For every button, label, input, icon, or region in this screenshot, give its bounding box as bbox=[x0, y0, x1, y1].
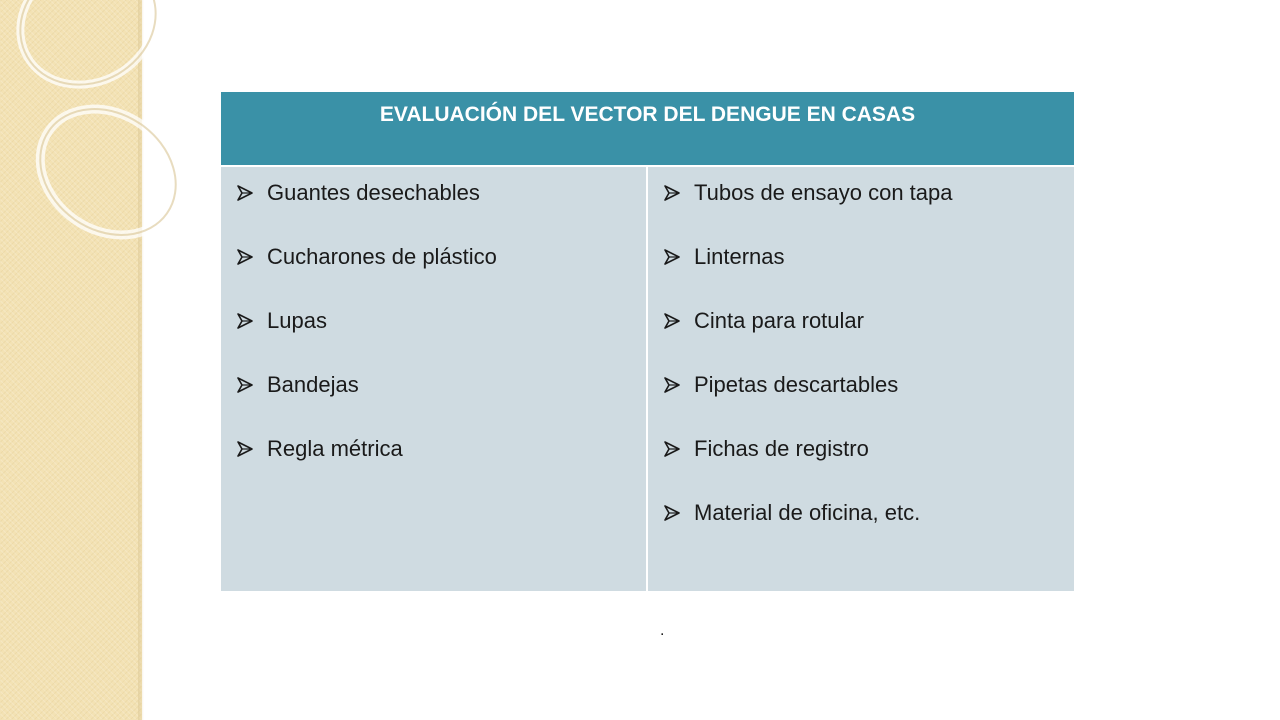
list-item bbox=[663, 180, 952, 205]
list-item-label: Cinta para rotular bbox=[694, 307, 864, 333]
list-item bbox=[663, 244, 952, 269]
decorative-rings bbox=[0, 0, 240, 270]
arrowhead-bullet-icon bbox=[663, 376, 681, 394]
arrowhead-bullet-icon bbox=[236, 184, 254, 202]
list-item-label: Bandejas bbox=[267, 371, 359, 397]
arrowhead-bullet-icon bbox=[663, 504, 681, 522]
list-item bbox=[663, 308, 952, 333]
list-item-label: Cucharones de plástico bbox=[267, 243, 497, 269]
arrowhead-bullet-icon bbox=[236, 312, 254, 330]
list-item-label: Guantes desechables bbox=[267, 179, 480, 205]
list-item bbox=[663, 436, 952, 461]
trailing-mark: . bbox=[660, 622, 665, 639]
arrowhead-bullet-icon bbox=[663, 184, 681, 202]
right-item-list bbox=[663, 180, 952, 564]
supplies-table bbox=[221, 92, 1074, 639]
arrowhead-bullet-icon bbox=[236, 376, 254, 394]
list-item-label: Linternas bbox=[694, 243, 785, 269]
left-item-list bbox=[236, 180, 497, 500]
list-item bbox=[236, 308, 497, 333]
list-item-label: Tubos de ensayo con tapa bbox=[694, 179, 953, 205]
arrowhead-bullet-icon bbox=[663, 312, 681, 330]
list-item bbox=[663, 372, 952, 397]
arrowhead-bullet-icon bbox=[236, 248, 254, 266]
arrowhead-bullet-icon bbox=[663, 440, 681, 458]
list-item bbox=[236, 180, 497, 205]
list-item bbox=[236, 244, 497, 269]
table-header: EVALUACIÓN DEL VECTOR DEL DENGUE EN CASAS bbox=[221, 92, 1074, 165]
list-item-label: Pipetas descartables bbox=[694, 371, 899, 397]
list-item-label: Fichas de registro bbox=[694, 435, 869, 461]
left-column-cell bbox=[221, 167, 646, 591]
list-item bbox=[236, 436, 497, 461]
right-column-cell bbox=[648, 167, 1074, 639]
arrowhead-bullet-icon bbox=[663, 248, 681, 266]
list-item bbox=[236, 372, 497, 397]
list-item bbox=[663, 500, 952, 525]
arrowhead-bullet-icon bbox=[236, 440, 254, 458]
list-item-label: Lupas bbox=[267, 307, 327, 333]
list-item-label: Material de oficina, etc. bbox=[694, 499, 921, 525]
list-item-label: Regla métrica bbox=[267, 435, 403, 461]
